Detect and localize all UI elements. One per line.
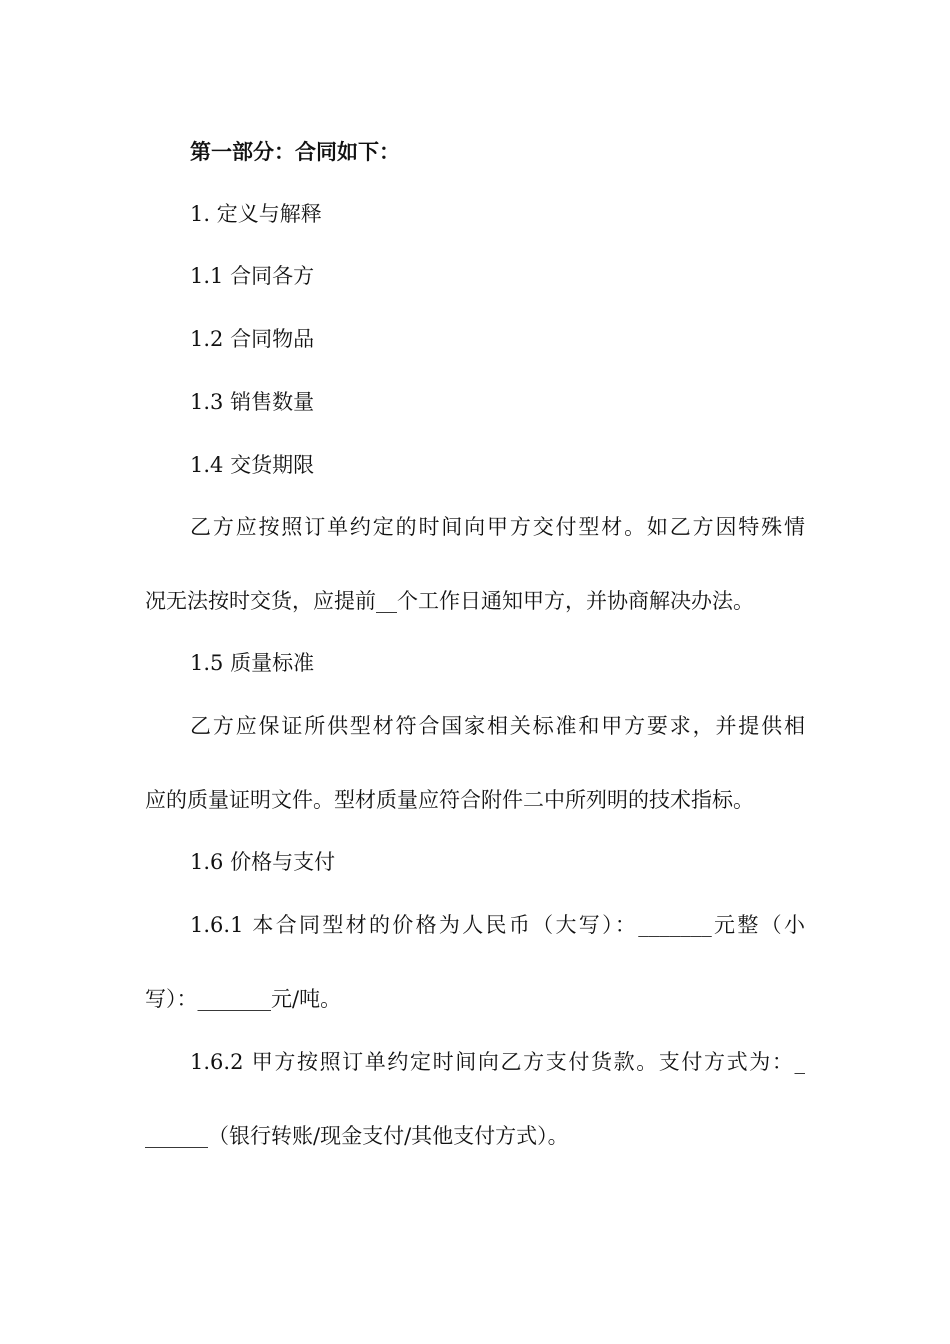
section-heading: 第一部分：合同如下： — [190, 139, 400, 164]
clause-1-title: 1. 定义与解释 — [190, 202, 322, 226]
clause-1-6-1-line-1: 1.6.1 本合同型材的价格为人民币（大写）：_______元整（小 — [190, 913, 805, 937]
clause-1-6-2-line-2: ______（银行转账/现金支付/其他支付方式）。 — [145, 1124, 569, 1148]
clause-1-4-body-line-2: 况无法按时交货，应提前__个工作日通知甲方，并协商解决办法。 — [145, 589, 754, 613]
clause-1-5-title: 1.5 质量标准 — [190, 651, 315, 675]
clause-1-4-body-line-1: 乙方应按照订单约定的时间向甲方交付型材。如乙方因特殊情 — [190, 515, 805, 539]
clause-1-5-body-line-1: 乙方应保证所供型材符合国家相关标准和甲方要求，并提供相 — [190, 714, 805, 738]
clause-1-6-2-line-1: 1.6.2 甲方按照订单约定时间向乙方支付货款。支付方式为：_ — [190, 1050, 805, 1074]
clause-1-1-title: 1.1 合同各方 — [190, 264, 315, 288]
clause-1-4-title: 1.4 交货期限 — [190, 453, 315, 477]
clause-1-5-body-line-2: 应的质量证明文件。型材质量应符合附件二中所列明的技术指标。 — [145, 788, 754, 812]
clause-1-6-1-line-2: 写）：_______元/吨。 — [145, 987, 342, 1011]
clause-1-6-title: 1.6 价格与支付 — [190, 850, 336, 874]
clause-1-3-title: 1.3 销售数量 — [190, 390, 315, 414]
clause-1-2-title: 1.2 合同物品 — [190, 327, 315, 351]
